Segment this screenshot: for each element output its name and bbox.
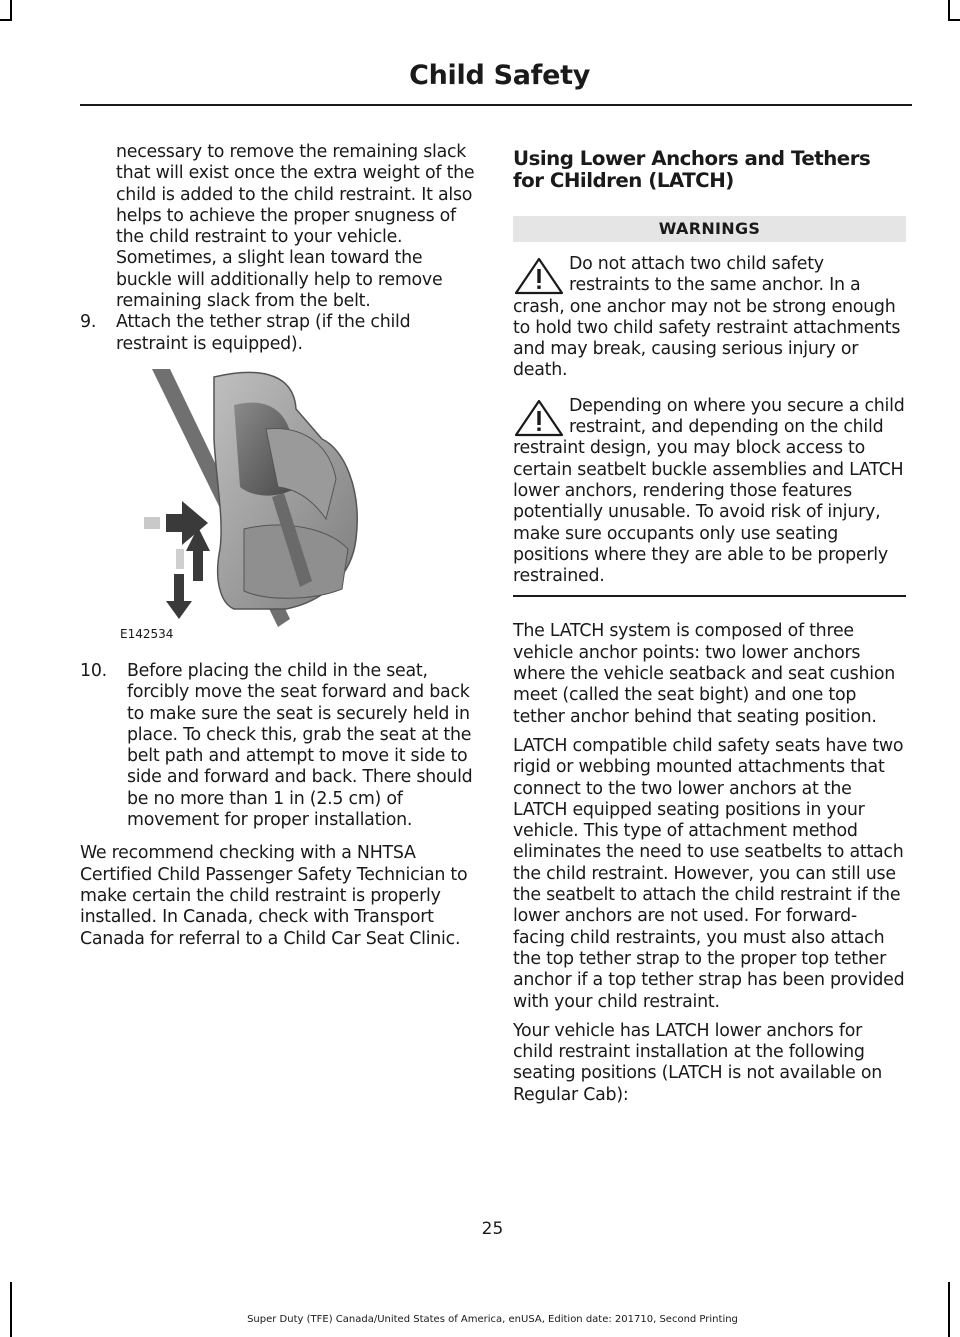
crop-mark — [948, 1282, 950, 1337]
crop-mark — [948, 0, 950, 20]
step-text: Attach the tether strap (if the child restraint is equipped). — [116, 312, 411, 354]
warnings-end-rule — [513, 595, 906, 597]
paragraph: LATCH compatible child safety seats have two rigid or webbing mounted attachments that connect to the two lower anchors at the LATCH equipped seating positions in your vehicle. This type of attachment method eliminates the need to use seatbelts to attach the child restraint. However, you can still use the seatbelt to attach the child restraint if the lower anchors are not used. For forward-facing child restraints, you must also attach the top tether strap to the proper top tether anchor if a top tether strap has been provided with your child restraint. — [513, 735, 905, 1012]
step-number: 10. — [80, 660, 107, 681]
crop-mark — [948, 19, 960, 21]
warning-item — [513, 254, 906, 382]
section-title: Using Lower Anchors and Tethers for CHildren (LATCH) — [513, 147, 871, 192]
child-seat-image — [116, 369, 436, 649]
figure-code: E142534 — [120, 626, 174, 641]
step-text: Before placing the child in the seat, forcibly move the seat forward and back to make sure the seat is securely held in place. To check this, grab the seat at the belt path and attempt to move it side to side and forward and back. There should be no more than 1 in (2.5 cm) of movement for proper installation. — [127, 660, 473, 831]
warnings-heading: WARNINGS — [513, 216, 906, 242]
list-item-step-9 — [80, 312, 476, 355]
paragraph-recommend: We recommend checking with a NHTSA Certified Child Passenger Safety Technician to make certain the child restraint is properly installed. In Canada, check with Transport Canada for referral to a Child Car Seat Clinic. — [80, 843, 468, 949]
warning-text: Do not attach two child safety restraints to the same anchor. In a crash, one anchor may not be strong enough to hold two child safety restraint attachments and may break, causing serious injury or death. — [513, 254, 901, 381]
list-item-step-10 — [80, 661, 476, 831]
warning-item — [513, 396, 906, 588]
page-title: Child Safety — [409, 60, 590, 91]
right-column — [513, 142, 906, 1106]
paragraph: The LATCH system is composed of three vehicle anchor points: two lower anchors where the vehicle seatback and seat cushion meet (called the seat bight) and one top tether anchor behind that seating position. — [513, 621, 895, 727]
crop-mark — [10, 1282, 12, 1337]
page-number: 25 — [481, 1219, 504, 1239]
step-number: 9. — [80, 312, 97, 333]
warning-triangle-icon — [513, 398, 565, 438]
paragraph-continued: necessary to remove the remaining slack that will exist once the extra weight of the child is added to the child restraint. It also helps to achieve the proper snugness of the child restraint to your vehicle. Sometimes, a slight lean toward the buckle will additionally help to remove remaining slack from the belt. — [116, 142, 475, 312]
child-seat-illustration — [116, 369, 436, 649]
left-column — [80, 142, 476, 950]
warning-text: Depending on where you secure a child restraint, and depending on the child restraint design, you may block access to certain seatbelt buckle assemblies and LATCH lower anchors, rendering those features potentially unusable. To avoid risk of injury, make sure occupants only use seating positions where they are able to be properly restrained. — [513, 395, 905, 587]
paragraph: Your vehicle has LATCH lower anchors for child restraint installation at the following seating positions (LATCH is not available on Regular Cab): — [513, 1020, 883, 1105]
crop-mark — [0, 19, 12, 21]
header-rule — [80, 104, 912, 106]
footer-edition: Super Duty (TFE) Canada/United States of America, enUSA, Edition date: 201710, Second Printing — [247, 1314, 738, 1325]
warning-triangle-icon — [513, 256, 565, 296]
crop-mark — [10, 0, 12, 20]
